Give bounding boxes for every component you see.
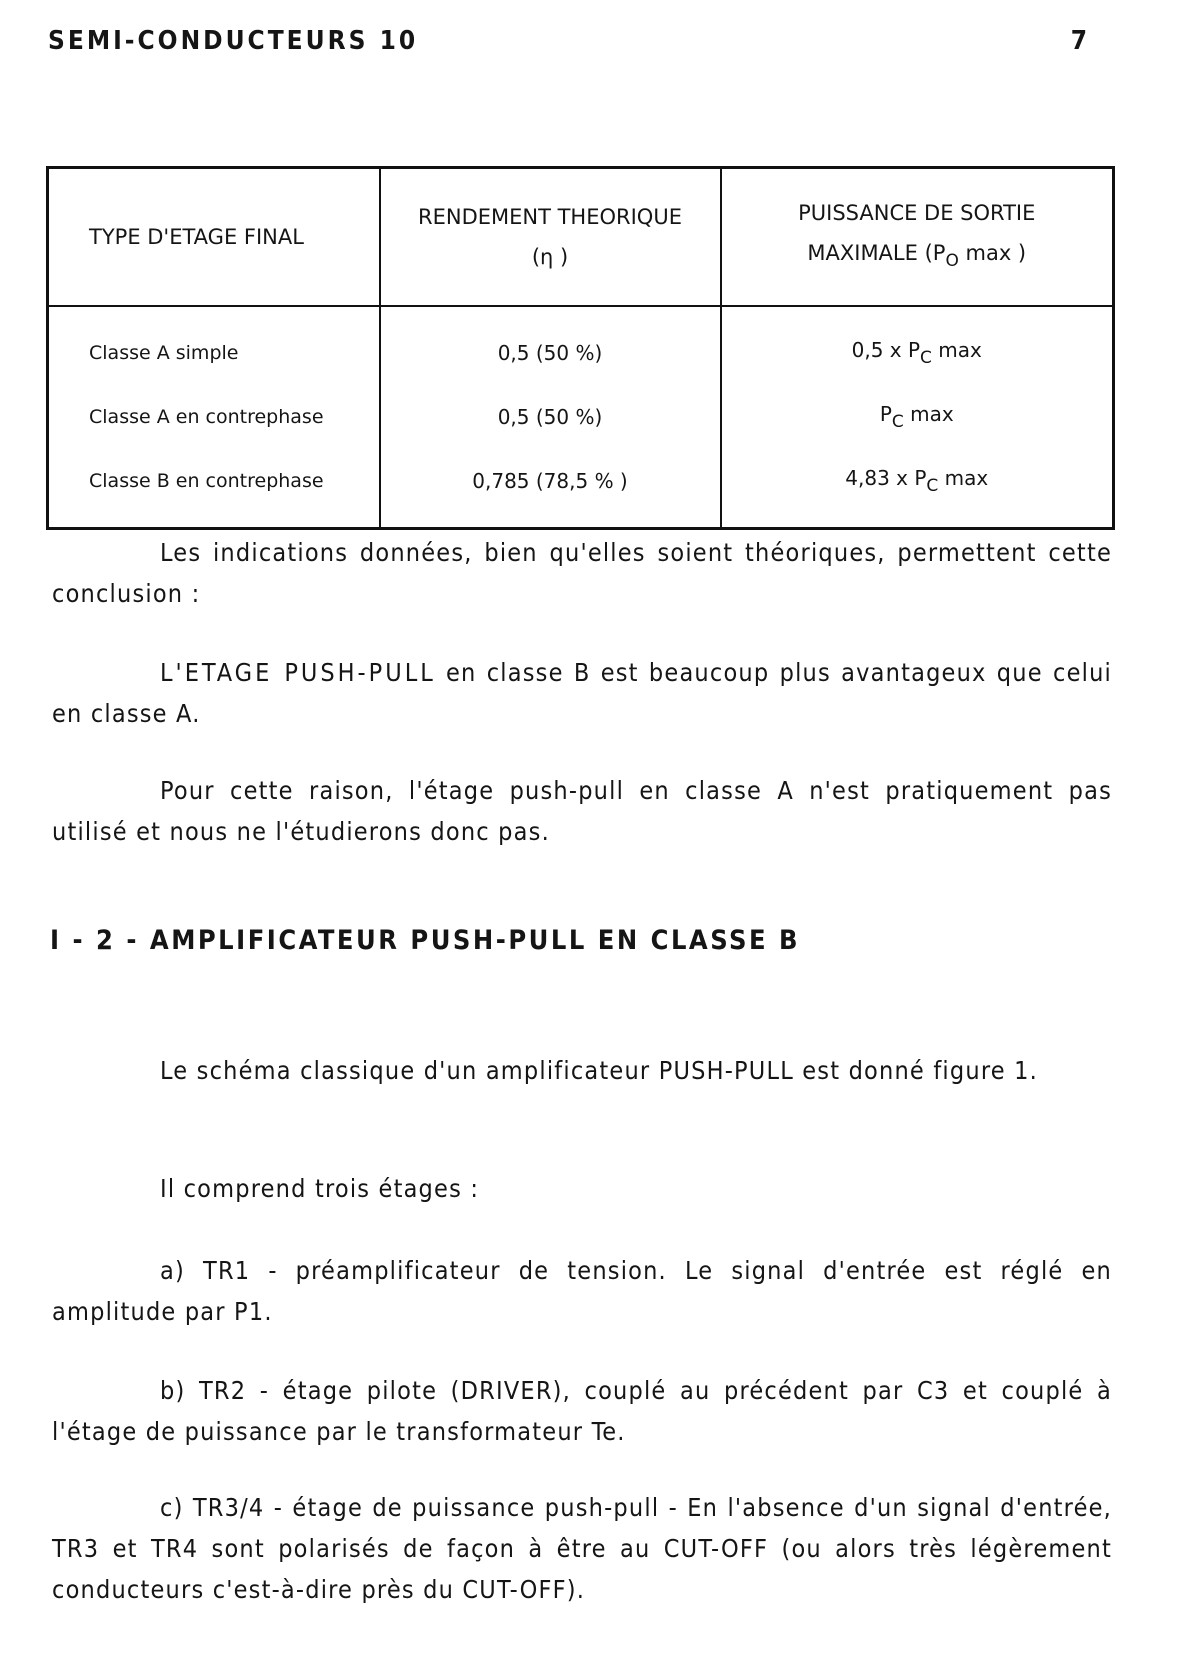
- efficiency-table: [46, 166, 1115, 530]
- paragraph-conclusion: L'ETAGE PUSH-PULL en classe B est beaucoup plus avantageux que celui en classe A.: [52, 658, 1112, 728]
- paragraph-schema: Le schéma classique d'un amplificateur PUSH-PULL est donné figure 1.: [160, 1056, 1038, 1085]
- cell-type: Classe A en contrephase: [48, 385, 380, 449]
- table-row: [48, 306, 1114, 385]
- eta-symbol: (η ): [531, 245, 569, 269]
- cell-rendement: 0,5 (50 %): [380, 306, 721, 385]
- cell-puissance: 0,5 x $P_C$ max: [721, 306, 1114, 385]
- header-title: SEMI-CONDUCTEURS 10: [48, 26, 419, 56]
- paragraph-stage-c: c) TR3/4 - étage de puissance push-pull - En l'absence d'un signal d'entrée, TR3 et TR4 sont polarisés de façon à être au CUT-OFF (ou alors très légèrement conducteurs c'est-à-dire près du CUT-OFF).: [52, 1493, 1112, 1604]
- header-type: TYPE D'ETAGE FINAL: [48, 168, 380, 307]
- cell-puissance: 4,83 x $P_C$ max: [721, 449, 1114, 529]
- table-row: [48, 385, 1114, 449]
- paragraph-reason: Pour cette raison, l'étage push-pull en classe A n'est pratiquement pas utilisé et nous ne l'étudierons donc pas.: [52, 776, 1112, 846]
- cell-puissance: $P_C$ max: [721, 385, 1114, 449]
- cell-type: Classe B en contrephase: [48, 449, 380, 529]
- page-number: 7: [1070, 26, 1090, 56]
- table-row: [48, 449, 1114, 529]
- paragraph-conclusion-intro: Les indications données, bien qu'elles soient théoriques, permettent cette conclusion :: [52, 538, 1112, 608]
- running-header: [48, 26, 1090, 56]
- paragraph-stage-b: b) TR2 - étage pilote (DRIVER), couplé au précédent par C3 et couplé à l'étage de puissance par le transformateur Te.: [52, 1376, 1112, 1446]
- cell-rendement: 0,785 (78,5 % ): [380, 449, 721, 529]
- header-puissance: PUISSANCE DE SORTIE MAXIMALE ($P_O$ max ): [721, 168, 1114, 307]
- paragraph-stages: Il comprend trois étages :: [160, 1174, 480, 1203]
- cell-type: Classe A simple: [48, 306, 380, 385]
- section-heading: I - 2 - AMPLIFICATEUR PUSH-PULL EN CLASSE B: [50, 925, 801, 956]
- header-rendement: RENDEMENT THEORIQUE (η ): [380, 168, 721, 307]
- cell-rendement: 0,5 (50 %): [380, 385, 721, 449]
- table-header-row: [48, 168, 1114, 307]
- paragraph-stage-a: a) TR1 - préamplificateur de tension. Le signal d'entrée est réglé en amplitude par P1.: [52, 1256, 1112, 1326]
